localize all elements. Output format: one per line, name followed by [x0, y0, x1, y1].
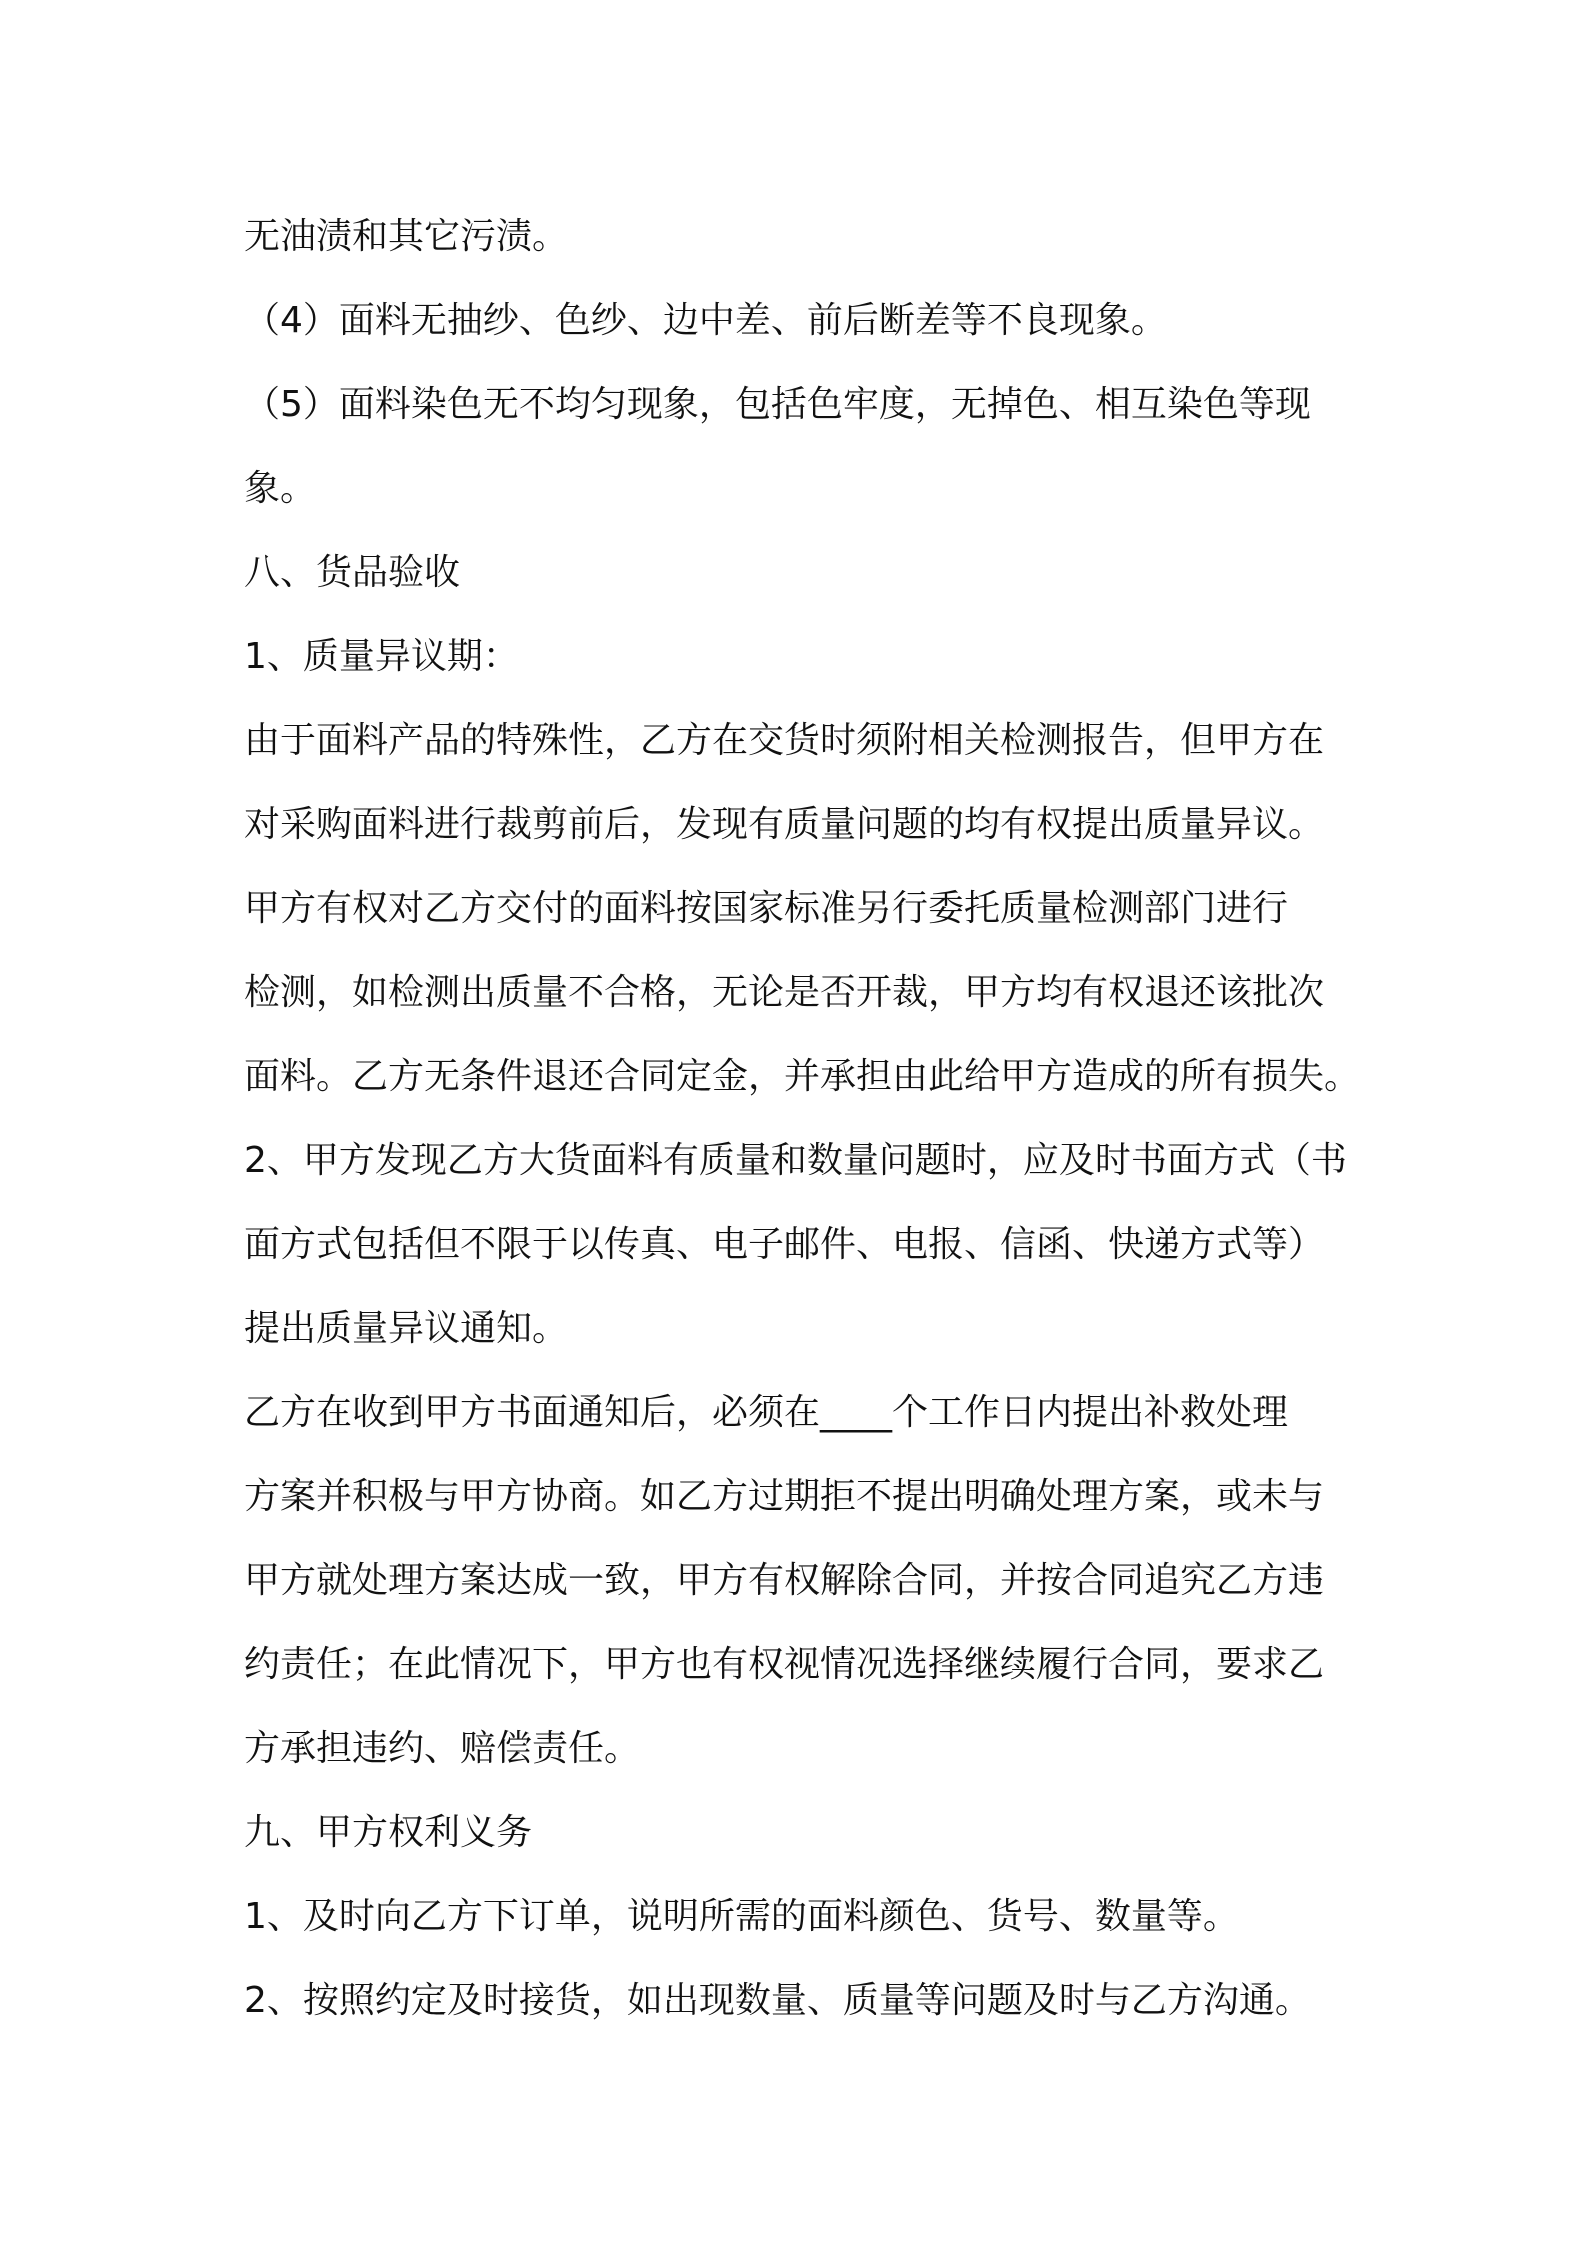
text-line: 面方式包括但不限于以传真、电子邮件、电报、信函、快递方式等） [244, 1224, 1325, 1265]
text-line: 1、及时向乙方下订单，说明所需的面料颜色、货号、数量等。 [244, 1896, 1239, 1937]
text-line: 甲方有权对乙方交付的面料按国家标准另行委托质量检测部门进行 [244, 888, 1289, 929]
text-line: 2、按照约定及时接货，如出现数量、质量等问题及时与乙方沟通。 [244, 1980, 1311, 2021]
text-line: 方承担违约、赔偿责任。 [244, 1728, 641, 1769]
text-line: 约责任；在此情况下，甲方也有权视情况选择继续履行合同，要求乙 [244, 1644, 1325, 1685]
text-line: 甲方就处理方案达成一致，甲方有权解除合同，并按合同追究乙方违 [244, 1560, 1325, 1601]
text-line: 2、甲方发现乙方大货面料有质量和数量问题时，应及时书面方式（书 [244, 1140, 1347, 1181]
document-body [244, 195, 1359, 2043]
text-line: 检测，如检测出质量不合格，无论是否开裁，甲方均有权退还该批次 [244, 972, 1325, 1013]
text-line: 由于面料产品的特殊性，乙方在交货时须附相关检测报告，但甲方在 [244, 720, 1325, 761]
text-line: （5）面料染色无不均匀现象，包括色牢度，无掉色、相互染色等现 [244, 384, 1311, 425]
text-line: （4）面料无抽纱、色纱、边中差、前后断差等不良现象。 [244, 300, 1167, 341]
text-line: 面料。乙方无条件退还合同定金，并承担由此给甲方造成的所有损失。 [244, 1056, 1361, 1097]
clause-heading: 1、质量异议期： [244, 636, 519, 677]
text-line: 对采购面料进行裁剪前后，发现有质量问题的均有权提出质量异议。 [244, 804, 1325, 845]
text-line: 象。 [244, 468, 317, 509]
text-line: 无油渍和其它污渍。 [244, 216, 569, 257]
text-line: 提出质量异议通知。 [244, 1308, 569, 1349]
section-heading: 八、货品验收 [244, 552, 461, 593]
text-line: 乙方在收到甲方书面通知后，必须在____个工作日内提出补救处理 [244, 1392, 1289, 1433]
section-heading: 九、甲方权利义务 [244, 1812, 533, 1853]
text-line: 方案并积极与甲方协商。如乙方过期拒不提出明确处理方案，或未与 [244, 1476, 1325, 1517]
